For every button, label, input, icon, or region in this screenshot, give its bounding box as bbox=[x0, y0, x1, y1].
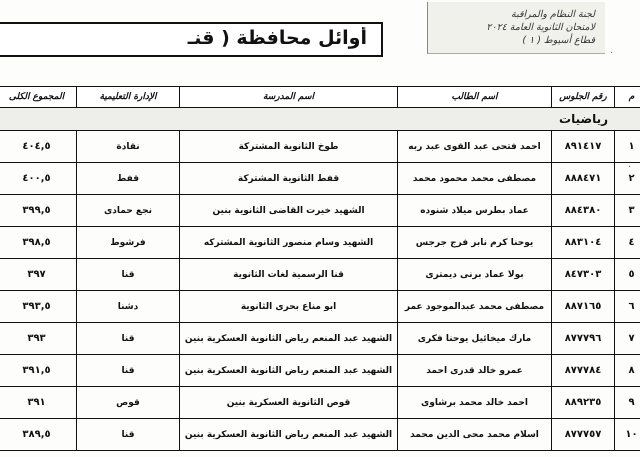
cell-school-name: قوص الثانوية العسكرية بنين bbox=[180, 387, 398, 419]
page-title: أوائل محافظة ( قنـ bbox=[187, 27, 367, 49]
cell-school-name: ابو مناع بحرى الثانوية bbox=[180, 291, 398, 323]
cell-index: ٣ bbox=[615, 195, 640, 227]
table-row bbox=[0, 387, 640, 419]
cell-student-name: اسلام محمد محى الدين محمد bbox=[398, 419, 552, 451]
cell-total: ٣٨٩,٥ bbox=[0, 419, 77, 451]
cell-seat-number: ٨٨٤٣٨٠ bbox=[552, 195, 615, 227]
committee-stamp bbox=[427, 2, 605, 54]
cell-school-name: الشهيد خيرت القاضى الثانوية بنين bbox=[180, 195, 398, 227]
cell-school-name: الشهيد عبد المنعم رياض الثانوية العسكرية بنين bbox=[180, 419, 398, 451]
cell-seat-number: ٨٨٣١٠٤ bbox=[552, 227, 615, 259]
results-table bbox=[0, 86, 640, 451]
cell-student-name: بولا عماد برنى ديمترى bbox=[398, 259, 552, 291]
cell-total: ٣٩٣,٥ bbox=[0, 291, 77, 323]
cell-student-name: يوحنا كرم نابر فرج جرجس bbox=[398, 227, 552, 259]
cell-total: ٤٠٠,٥ bbox=[0, 163, 77, 195]
cell-total: ٣٩١,٥ bbox=[0, 355, 77, 387]
cell-admin: قوص bbox=[77, 387, 180, 419]
cell-seat-number: ٨٤٧٣٠٣ bbox=[552, 259, 615, 291]
cell-total: ٣٩٣ bbox=[0, 323, 77, 355]
cell-admin: قنا bbox=[77, 323, 180, 355]
cell-index: ٢ bbox=[615, 163, 640, 195]
column-header-index: م bbox=[615, 87, 640, 108]
scan-speck: · bbox=[610, 48, 614, 59]
cell-student-name: مصطفى محمد محمود محمد bbox=[398, 163, 552, 195]
subject-row bbox=[0, 108, 640, 131]
cell-school-name: قفط الثانوية المشتركة bbox=[180, 163, 398, 195]
table-row bbox=[0, 323, 640, 355]
table-row bbox=[0, 195, 640, 227]
cell-school-name: الشهيد عبد المنعم رياض الثانوية العسكرية بنين bbox=[180, 355, 398, 387]
cell-seat-number: ٨٨٧١٦٥ bbox=[552, 291, 615, 323]
cell-seat-number: ٨٧٧٧٩٦ bbox=[552, 323, 615, 355]
cell-admin: قنا bbox=[77, 419, 180, 451]
scan-speck: · bbox=[628, 162, 632, 173]
cell-school-name: الشهيد عبد المنعم رياض الثانوية العسكرية بنين bbox=[180, 323, 398, 355]
cell-total: ٣٩٩,٥ bbox=[0, 195, 77, 227]
cell-admin: فرشوط bbox=[77, 227, 180, 259]
table-row bbox=[0, 163, 640, 195]
column-header-admin: الإدارة التعليمية bbox=[77, 87, 180, 108]
cell-index: ٨ bbox=[615, 355, 640, 387]
cell-student-name: عماد بطرس ميلاد شنوده bbox=[398, 195, 552, 227]
committee-line-2: لامتحان الثانوية العامة ٢٠٢٤ bbox=[486, 22, 595, 33]
cell-index: ٦ bbox=[615, 291, 640, 323]
column-header-seat: رقم الجلوس bbox=[552, 87, 615, 108]
cell-student-name: مارك ميخائيل يوحنا فكرى bbox=[398, 323, 552, 355]
cell-school-name: الشهيد وسام منصور الثانوية المشتركه bbox=[180, 227, 398, 259]
cell-total: ٣٩٧ bbox=[0, 259, 77, 291]
table-row bbox=[0, 419, 640, 451]
cell-index: ٥ bbox=[615, 259, 640, 291]
column-header-school: اسم المدرسة bbox=[180, 87, 398, 108]
subject-label: رياضيات bbox=[0, 108, 640, 131]
column-header-total: المجموع الكلى bbox=[0, 87, 77, 108]
cell-school-name: قنا الرسمية لغات الثانوية bbox=[180, 259, 398, 291]
cell-index: ٩ bbox=[615, 387, 640, 419]
cell-seat-number: ٨٧٧٧٨٤ bbox=[552, 355, 615, 387]
table-row bbox=[0, 227, 640, 259]
cell-index: ١٠ bbox=[615, 419, 640, 451]
cell-admin: نجع حمادى bbox=[77, 195, 180, 227]
title-box bbox=[0, 22, 383, 57]
header-row bbox=[0, 87, 640, 108]
cell-index: ١ bbox=[615, 131, 640, 163]
cell-student-name: مصطفى محمد عبدالموجود عمر bbox=[398, 291, 552, 323]
cell-admin: دشنا bbox=[77, 291, 180, 323]
cell-student-name: احمد خالد محمد برشاوى bbox=[398, 387, 552, 419]
cell-admin: قفط bbox=[77, 163, 180, 195]
cell-index: ٤ bbox=[615, 227, 640, 259]
table-row bbox=[0, 291, 640, 323]
table-row bbox=[0, 355, 640, 387]
cell-seat-number: ٨٨٩٢٣٥ bbox=[552, 387, 615, 419]
cell-seat-number: ٨٩١٤١٧ bbox=[552, 131, 615, 163]
committee-line-1: لجنة النظام والمراقبة bbox=[511, 9, 595, 20]
cell-student-name: احمد فتحى عبد القوى عبد ربه bbox=[398, 131, 552, 163]
cell-total: ٤٠٤,٥ bbox=[0, 131, 77, 163]
cell-admin: قنا bbox=[77, 355, 180, 387]
committee-line-3: قطاع أسيوط ( ١ ) bbox=[522, 35, 595, 46]
table-row bbox=[0, 131, 640, 163]
cell-total: ٣٩١ bbox=[0, 387, 77, 419]
cell-student-name: عمرو خالد قدرى احمد bbox=[398, 355, 552, 387]
cell-school-name: طوخ الثانوية المشتركة bbox=[180, 131, 398, 163]
cell-index: ٧ bbox=[615, 323, 640, 355]
table-row bbox=[0, 259, 640, 291]
cell-admin: قنا bbox=[77, 259, 180, 291]
cell-seat-number: ٨٧٧٧٥٧ bbox=[552, 419, 615, 451]
cell-seat-number: ٨٨٨٤٧١ bbox=[552, 163, 615, 195]
cell-admin: نقادة bbox=[77, 131, 180, 163]
column-header-student: اسم الطالب bbox=[398, 87, 552, 108]
cell-total: ٣٩٨,٥ bbox=[0, 227, 77, 259]
